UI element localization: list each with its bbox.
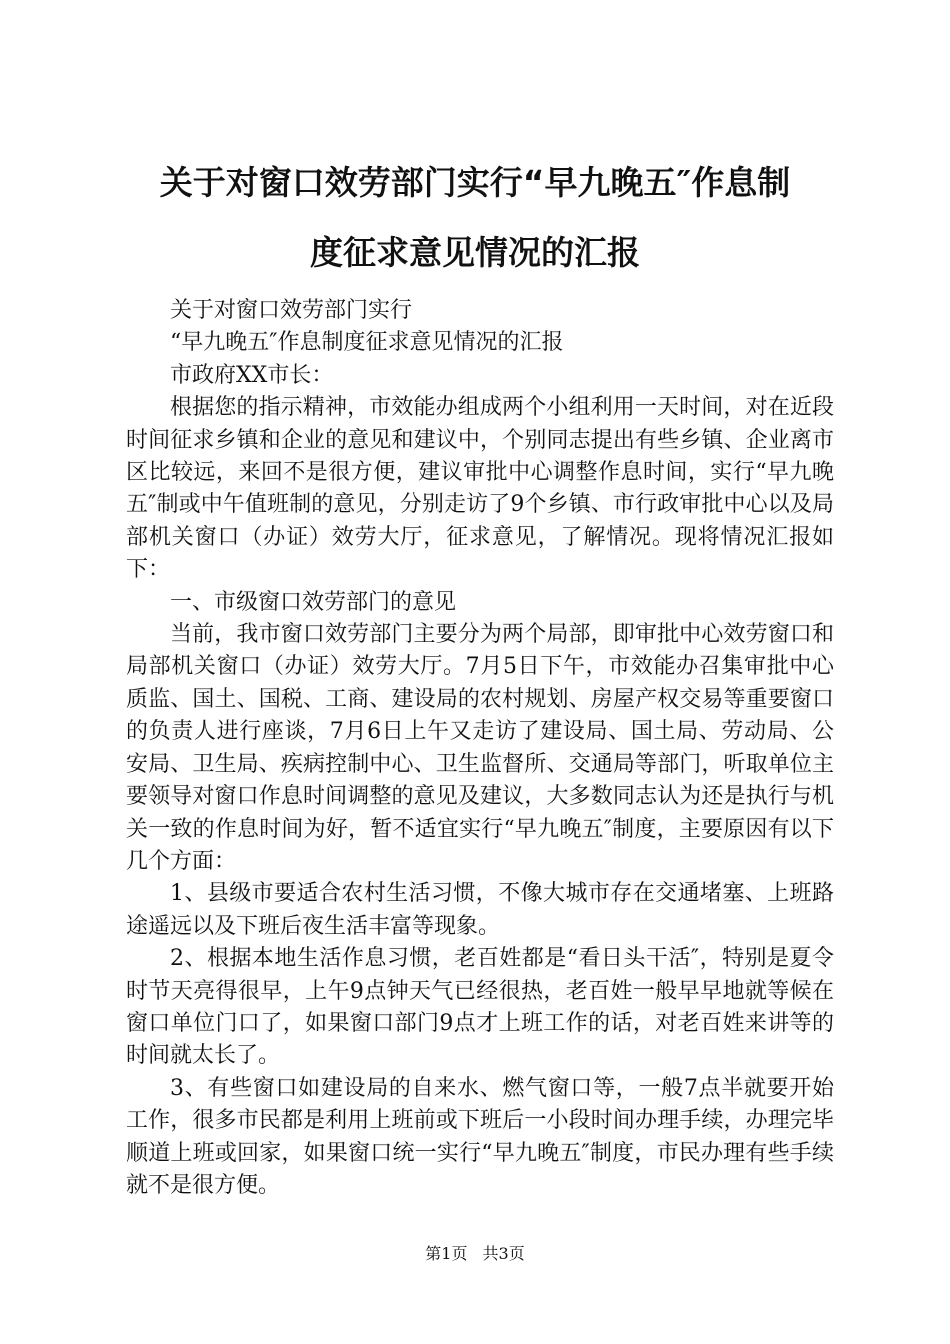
paragraph: 根据您的指示精神，市效能办组成两个小组利用一天时间，对在近段时间征求乡镇和企业的意见和建议中，个别同志提出有些乡镇、企业离市区比较远，来回不是很方便，建议审批中心调整作息时间，实行“早九晚五″制或中午值班制的意见，分别走访了9个乡镇、市行政审批中心以及局部机关窗口（办证）效劳大厅，征求意见，了解情况。现将情况汇报如下： xyxy=(126,395,834,583)
page-number: 第1页 xyxy=(425,1244,468,1263)
document-body xyxy=(126,295,834,1202)
list-item: 3、有些窗口如建设局的自来水、燃气窗口等，一般7点半就要开始工作，很多市民都是利用上班前或下班后一小段时间办理手续，办理完毕顺道上班或回家，如果窗口统一实行“早九晚五″制度，市民办理有些手续就不是很方便。 xyxy=(126,1075,834,1198)
paragraph: “早九晚五″作息制度征求意见情况的汇报 xyxy=(170,330,564,356)
paragraph: 关于对窗口效劳部门实行 xyxy=(170,298,413,323)
paragraph: 市政府XX市长： xyxy=(170,362,334,388)
page-total: 共3页 xyxy=(482,1244,525,1263)
list-item: 1、县级市要适合农村生活习惯，不像大城市存在交通堵塞、上班路途遥远以及下班后夜生活丰富等现象。 xyxy=(126,881,834,939)
list-item: 2、根据本地生活作息习惯，老百姓都是“看日头干活″，特别是夏令时节天亮得很早，上午9点钟天气已经很热，老百姓一般早早地就等候在窗口单位门口了，如果窗口部门9点才上班工作的话，对老百姓来讲等的时间就太长了。 xyxy=(126,946,834,1069)
page-footer xyxy=(0,1244,950,1264)
title-line-1: 关于对窗口效劳部门实行“早九晚五″作息制 xyxy=(159,163,791,202)
document-title xyxy=(110,148,840,288)
title-line-2: 度征求意见情况的汇报 xyxy=(310,233,640,272)
paragraph: 当前，我市窗口效劳部门主要分为两个局部，即审批中心效劳窗口和局部机关窗口（办证）效劳大厅。7月5日下午，市效能办召集审批中心质监、国土、国税、工商、建设局的农村规划、房屋产权交易等重要窗口的负责人进行座谈，7月6日上午又走访了建设局、国土局、劳动局、公安局、卫生局、疾病控制中心、卫生监督所、交通局等部门，听取单位主要领导对窗口作息时间调整的意见及建议，大多数同志认为还是执行与机关一致的作息时间为好，暂不适宜实行“早九晚五″制度，主要原因有以下几个方面： xyxy=(126,622,834,874)
section-heading: 一、市级窗口效劳部门的意见 xyxy=(170,589,457,615)
